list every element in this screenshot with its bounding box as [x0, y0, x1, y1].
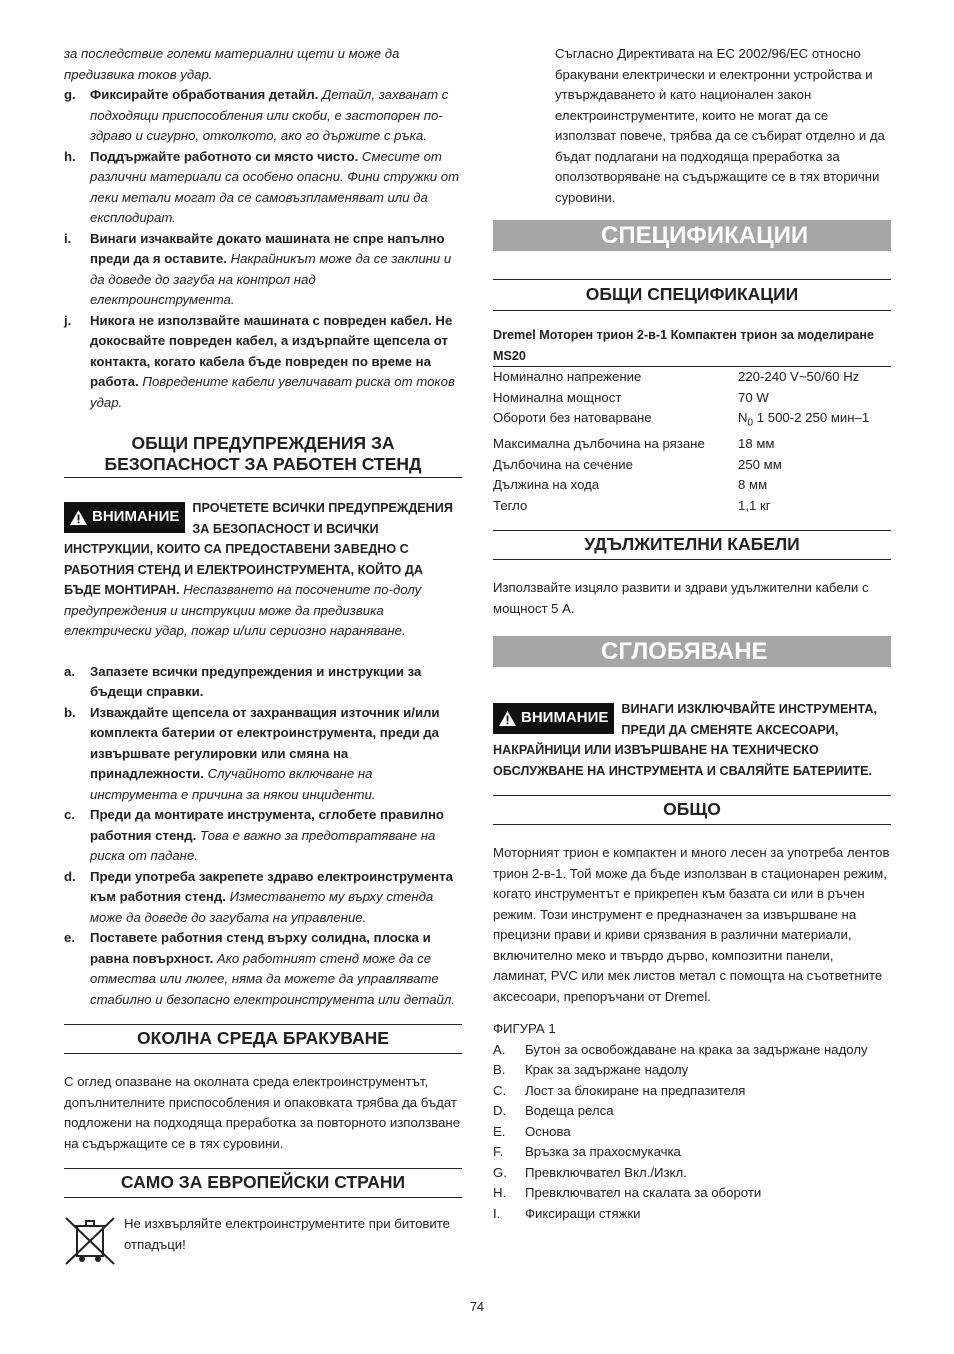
- env-text: С оглед опазване на околната среда електроинструментът, допълнителните приспособления и опаковката трябва да бъдат подложени на подходяща преработка за повторното използване на съдържащите се в тях суровини.: [64, 1074, 461, 1151]
- warning-triangle-icon: [70, 510, 87, 525]
- spec-row: Номинална мощност 70 W: [493, 389, 769, 405]
- spec-row: Максимална дълбочина на рязане 18 мм: [493, 436, 775, 452]
- stand-heading: ОБЩИ ПРЕДУПРЕЖДЕНИЯ ЗА БЕЗОПАСНОСТ ЗА РАБОТЕН СТЕНД: [64, 433, 462, 478]
- list-item: i. Винаги изчаквайте докато машината не спре напълно преди да я оставите. Накрайникът може да се заклини и да доведе до загуба на контрол над електроинструмента.: [64, 230, 452, 307]
- spec-row: Дълбочина на сечение 250 мм: [493, 456, 782, 472]
- list-item: g. Фиксирайте обработвания детайл. Детайл, захванат с подходящи приспособления или скоби, е застопорен по-здраво и сигурно, отколкото, ако го държите с ръка.: [64, 87, 449, 143]
- ext-text: Използвайте изцяло развити и здрави удължителни кабели с мощност 5 А.: [493, 580, 869, 616]
- list-item: d. Преди употреба закрепете здраво електроинструмента към работния стенд. Изместването му върху стенда може да доведе до загубата на управление.: [64, 868, 453, 925]
- general-heading: ОБЩО: [493, 795, 891, 825]
- figure-item: A. Бутон за освобождаване на крака за задържане надолу: [493, 1041, 868, 1057]
- eu-text: Не изхвърляйте електроинструментите при битовите отпадъци!: [124, 1216, 451, 1252]
- assembly-banner: СГЛОБЯВАНЕ: [493, 636, 891, 667]
- right-column: [493, 44, 891, 1224]
- figure-label: ФИГУРА 1: [493, 1021, 556, 1037]
- list-item: c. Преди да монтирате инструмента, сглобете правилно работния стенд. Това е важно за предотвратяване на риска от падане.: [64, 807, 444, 863]
- directive-text: Съгласно Директивата на ЕС 2002/96/ЕС относно бракувани електрически и електронни устройства и утвърждаването ѝ като национален закон електроинструментите, които не могат да се използват повече, трябва да се събират отделно и да бъдат подлагани на подходяща преработка за оползотворяване на съдържащите се в тях вторични суровини.: [555, 46, 885, 205]
- product-title-line1: Dremel Моторен трион 2-в-1 Компактен трион за моделиране: [493, 328, 875, 342]
- general-text: Моторният трион е компактен и много лесен за употреба лентов трион 2-в-1. Той може да бъде използван в стационарен режим, когато инструментът е прикрепен към базата си или в ръчен режим. Този инструмент е предназначен за извършване на прецизни прави и криви срязвания в различни материали, включително меко и твърдо дърво, композитни панели, ламинат, PVC или мек листов метал с помощта на съответните аксесоари, препоръчани от Dremel.: [493, 845, 890, 1004]
- figure-item: C. Лост за блокиране на предпазителя: [493, 1082, 746, 1098]
- figure-item: H. Превключвател на скалата за обороти: [493, 1185, 762, 1201]
- ext-heading: УДЪЛЖИТЕЛНИ КАБЕЛИ: [493, 530, 891, 560]
- stand-warning-block: [64, 498, 462, 642]
- items-top-list: [64, 85, 462, 413]
- spec-row: Тегло 1,1 кг: [493, 497, 771, 513]
- page-number: 74: [470, 1300, 484, 1314]
- assembly-warning-block: [493, 699, 891, 781]
- crossed-bin-icon: [64, 1214, 116, 1266]
- left-column: [64, 44, 462, 1266]
- figure-item: B. Крак за задържане надолу: [493, 1062, 689, 1078]
- figure-item: D. Водеща релса: [493, 1103, 614, 1119]
- list-item: h. Поддържайте работното си място чисто. Смесите от различни материали са особено опасни. Фини стружки от леки метали могат да се самовъзпламеняват или да експлодират.: [64, 148, 460, 225]
- spec-row: Дължина на хода 8 мм: [493, 477, 768, 493]
- assembly-warning-text: ВИНАГИ ИЗКЛЮЧВАЙТЕ ИНСТРУМЕНТА, ПРЕДИ ДА СМЕНЯТЕ АКСЕСОАРИ, НАКРАЙНИЦИ ИЛИ ИЗВЪРШВАНЕ НА ТЕХНИЧЕСКО ОБСЛУЖВАНЕ НА ИНСТРУМЕНТА И СВАЛЯЙТЕ БАТЕРИИТЕ.: [493, 702, 877, 778]
- product-title: [493, 325, 891, 366]
- warning-badge: ВНИМАНИЕ: [64, 502, 185, 533]
- spec-row: Обороти без натоварване $N_0$ 1 500-2 250 мин–1: [493, 410, 870, 429]
- warning-badge: ВНИМАНИЕ: [493, 703, 614, 734]
- list-item: j. Никога не използвайте машината с повреден кабел. Не докосвайте повреден кабел, а издърпайте щепсела от контакта, когато кабела бъде повреден по време на работа. Повредените кабели увеличават риска от токов удар.: [64, 312, 455, 410]
- figure-item: E. Основа: [493, 1123, 571, 1139]
- intro-text: за последствие големи материални щети и може да предизвика токов удар.: [64, 46, 400, 82]
- eu-heading: САМО ЗА ЕВРОПЕЙСКИ СТРАНИ: [64, 1168, 462, 1198]
- stand-warning-bold: ПРОЧЕТЕТЕ ВСИЧКИ ПРЕДУПРЕЖДЕНИЯ ЗА БЕЗОПАСНОСТ И ВСИЧКИ ИНСТРУКЦИИ, КОИТО СА ПРЕДОСТАВЕНИ ЗАВЕДНО С РАБОТНИЯ СТЕНД И ЕЛЕКТРОИНСТРУМЕНТА, КОЙТО ДА БЪДЕ МОНТИРАН.: [64, 501, 453, 597]
- general-specs-heading: ОБЩИ СПЕЦИФИКАЦИИ: [493, 279, 891, 311]
- product-title-line2: MS20: [493, 348, 526, 363]
- figure-list: [493, 1040, 891, 1225]
- list-item: e. Поставете работния стенд върху солидна, плоска и равна повърхност. Ако работният стенд може да се отмества или люлее, няма да можете да управлявате стабилно и безопасно електроинструмента или детайл.: [64, 930, 455, 1007]
- env-heading: ОКОЛНА СРЕДА БРАКУВАНЕ: [64, 1024, 462, 1054]
- spec-table: [493, 366, 891, 516]
- specs-banner: СПЕЦИФИКАЦИИ: [493, 220, 891, 251]
- stand-warning-italic: Неспазването на посочените по-долу предупреждения и инструкции може да предизвика електрически удар, пожар и/или сериозно нараняване.: [64, 582, 422, 638]
- list-item: a. Запазете всички предупреждения и инструкции за бъдещи справки.: [64, 663, 422, 699]
- figure-item: I. Фиксиращи стяжки: [493, 1205, 641, 1221]
- list-item: b. Изваждайте щепсела от захранващия източник и/или комплекта батерии от електроинструмента, преди да извършвате регулировки или смяна на принадлежности. Случайното включване на инструмента е причина за някои инциденти.: [64, 704, 440, 802]
- spec-row: Номинално напрежение 220-240 V~50/60 Hz: [493, 369, 860, 384]
- figure-item: G. Превключвател Вкл./Изкл.: [493, 1164, 687, 1180]
- eu-notice: [64, 1214, 462, 1266]
- warning-triangle-icon: [499, 711, 516, 726]
- figure-item: F. Връзка за прахосмукачка: [493, 1144, 681, 1160]
- items-stand-list: [64, 662, 462, 1011]
